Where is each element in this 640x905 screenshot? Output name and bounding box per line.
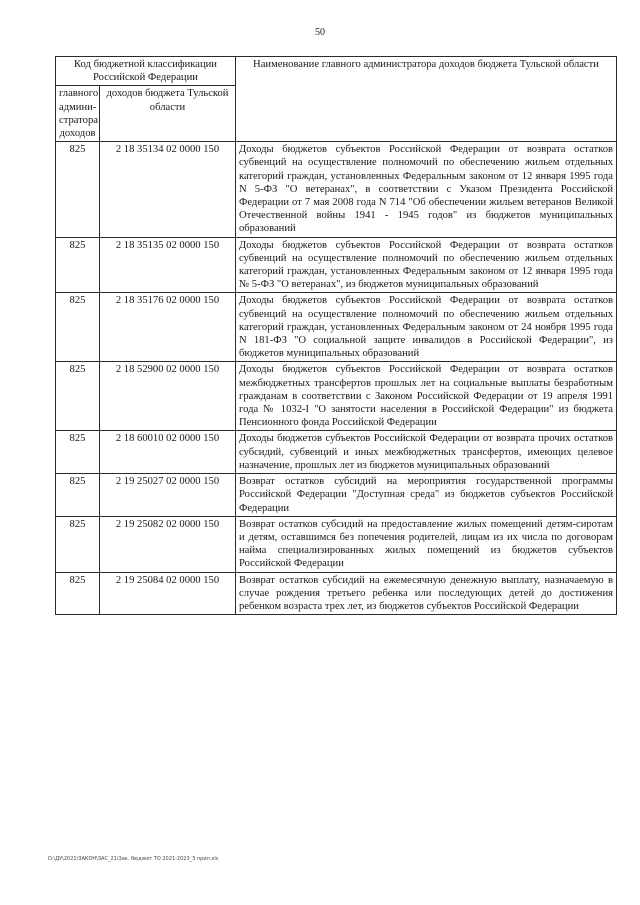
revenue-code-cell: 2 18 52900 02 0000 150: [100, 362, 236, 431]
revenue-code-cell: 2 18 60010 02 0000 150: [100, 431, 236, 474]
table-header-row: [56, 57, 617, 86]
revenue-name-cell: Возврат остатков субсидий на предоставление жилых помещений детям-сиротам и детям, оставшимся без попечения родителей, лицам из их числа по договорам найма специализированных жилых помещений из бюджетов субъектов Российской Федерации: [236, 516, 617, 572]
admin-code-cell: 825: [56, 431, 100, 474]
revenue-name-cell: Доходы бюджетов субъектов Российской Федерации от возврата остатков субвенций на осуществление полномочий по обеспечению жильем отдельных категорий граждан, установленных Федеральным законом от 24 ноября 1995 года N 181-ФЗ "О социальной защите инвалидов в Российской Федерации", из бюджетов муниципальных образований: [236, 293, 617, 362]
table-row: [56, 293, 617, 362]
table-row: [56, 237, 617, 293]
revenue-name-cell: Возврат остатков субсидий на ежемесячную денежную выплату, назначаемую в случае рождения третьего ребенка или последующих детей до достижения ребенком возраста трех лет, из бюджетов субъектов Российской Федерации: [236, 572, 617, 615]
classification-code-header: Код бюджетной классификации Российской Федерации: [56, 57, 236, 86]
revenue-name-cell: Доходы бюджетов субъектов Российской Федерации от возврата остатков субвенций на осуществление полномочий по обеспечению жильем отдельных категорий граждан, установленных Федеральным законом от 12 января 1995 года N 5-ФЗ "О ветеранах", в соответствии с Указом Президента Российской Федерации от 7 мая 2008 года N 714 "Об обеспечении жильем ветеранов Великой Отечественной войны 1941 - 1945 годов" из бюджетов муниципальных образований: [236, 142, 617, 237]
admin-code-cell: 825: [56, 572, 100, 615]
revenue-code-cell: 2 18 35134 02 0000 150: [100, 142, 236, 237]
revenue-name-cell: Доходы бюджетов субъектов Российской Федерации от возврата остатков субвенций на осуществление полномочий по обеспечению жильем отдельных категорий граждан, установленных Федеральным законом от 12 января 1995 года № 5-ФЗ "О ветеранах", из бюджетов муниципальных образований: [236, 237, 617, 293]
table-row: [56, 142, 617, 237]
revenue-code-cell: 2 19 25082 02 0000 150: [100, 516, 236, 572]
file-path-footer: D:\ДУ\2021\ЗАКОН\ЗАС_21\Зак. бюджет ТО 2021-2023_3 прил.xls: [48, 856, 219, 862]
admin-code-cell: 825: [56, 516, 100, 572]
table-row: [56, 516, 617, 572]
revenue-code-cell: 2 19 25084 02 0000 150: [100, 572, 236, 615]
admin-code-cell: 825: [56, 293, 100, 362]
admin-code-cell: 825: [56, 474, 100, 517]
page-number: 50: [315, 27, 325, 38]
table-row: [56, 362, 617, 431]
admin-code-cell: 825: [56, 142, 100, 237]
admin-code-cell: 825: [56, 237, 100, 293]
table-row: [56, 431, 617, 474]
admin-code-cell: 825: [56, 362, 100, 431]
table-row: [56, 572, 617, 615]
administrator-name-header: Наименование главного администратора доходов бюджета Тульской области: [236, 57, 617, 142]
table-row: [56, 474, 617, 517]
revenue-code-cell: 2 18 35135 02 0000 150: [100, 237, 236, 293]
revenue-code-header: доходов бюджета Тульской области: [100, 86, 236, 142]
admin-code-header: главного админи-стратора доходов: [56, 86, 100, 142]
revenue-administrators-table: [55, 56, 617, 615]
revenue-name-cell: Возврат остатков субсидий на мероприятия государственной программы Российской Федерации "Доступная среда" из бюджетов субъектов Российской Федерации: [236, 474, 617, 517]
revenue-code-cell: 2 18 35176 02 0000 150: [100, 293, 236, 362]
revenue-name-cell: Доходы бюджетов субъектов Российской Федерации от возврата прочих остатков субсидий, субвенций и иных межбюджетных трансфертов, имеющих целевое назначение, прошлых лет из бюджетов муниципальных образований: [236, 431, 617, 474]
revenue-code-cell: 2 19 25027 02 0000 150: [100, 474, 236, 517]
revenue-name-cell: Доходы бюджетов субъектов Российской Федерации от возврата остатков межбюджетных трансфертов прошлых лет на социальные выплаты безработным гражданам в соответствии с Законом Российской Федерации от 19 апреля 1991 года № 1032-I "О занятости населения в Российской Федерации" из бюджета Пенсионного фонда Российской Федерации: [236, 362, 617, 431]
